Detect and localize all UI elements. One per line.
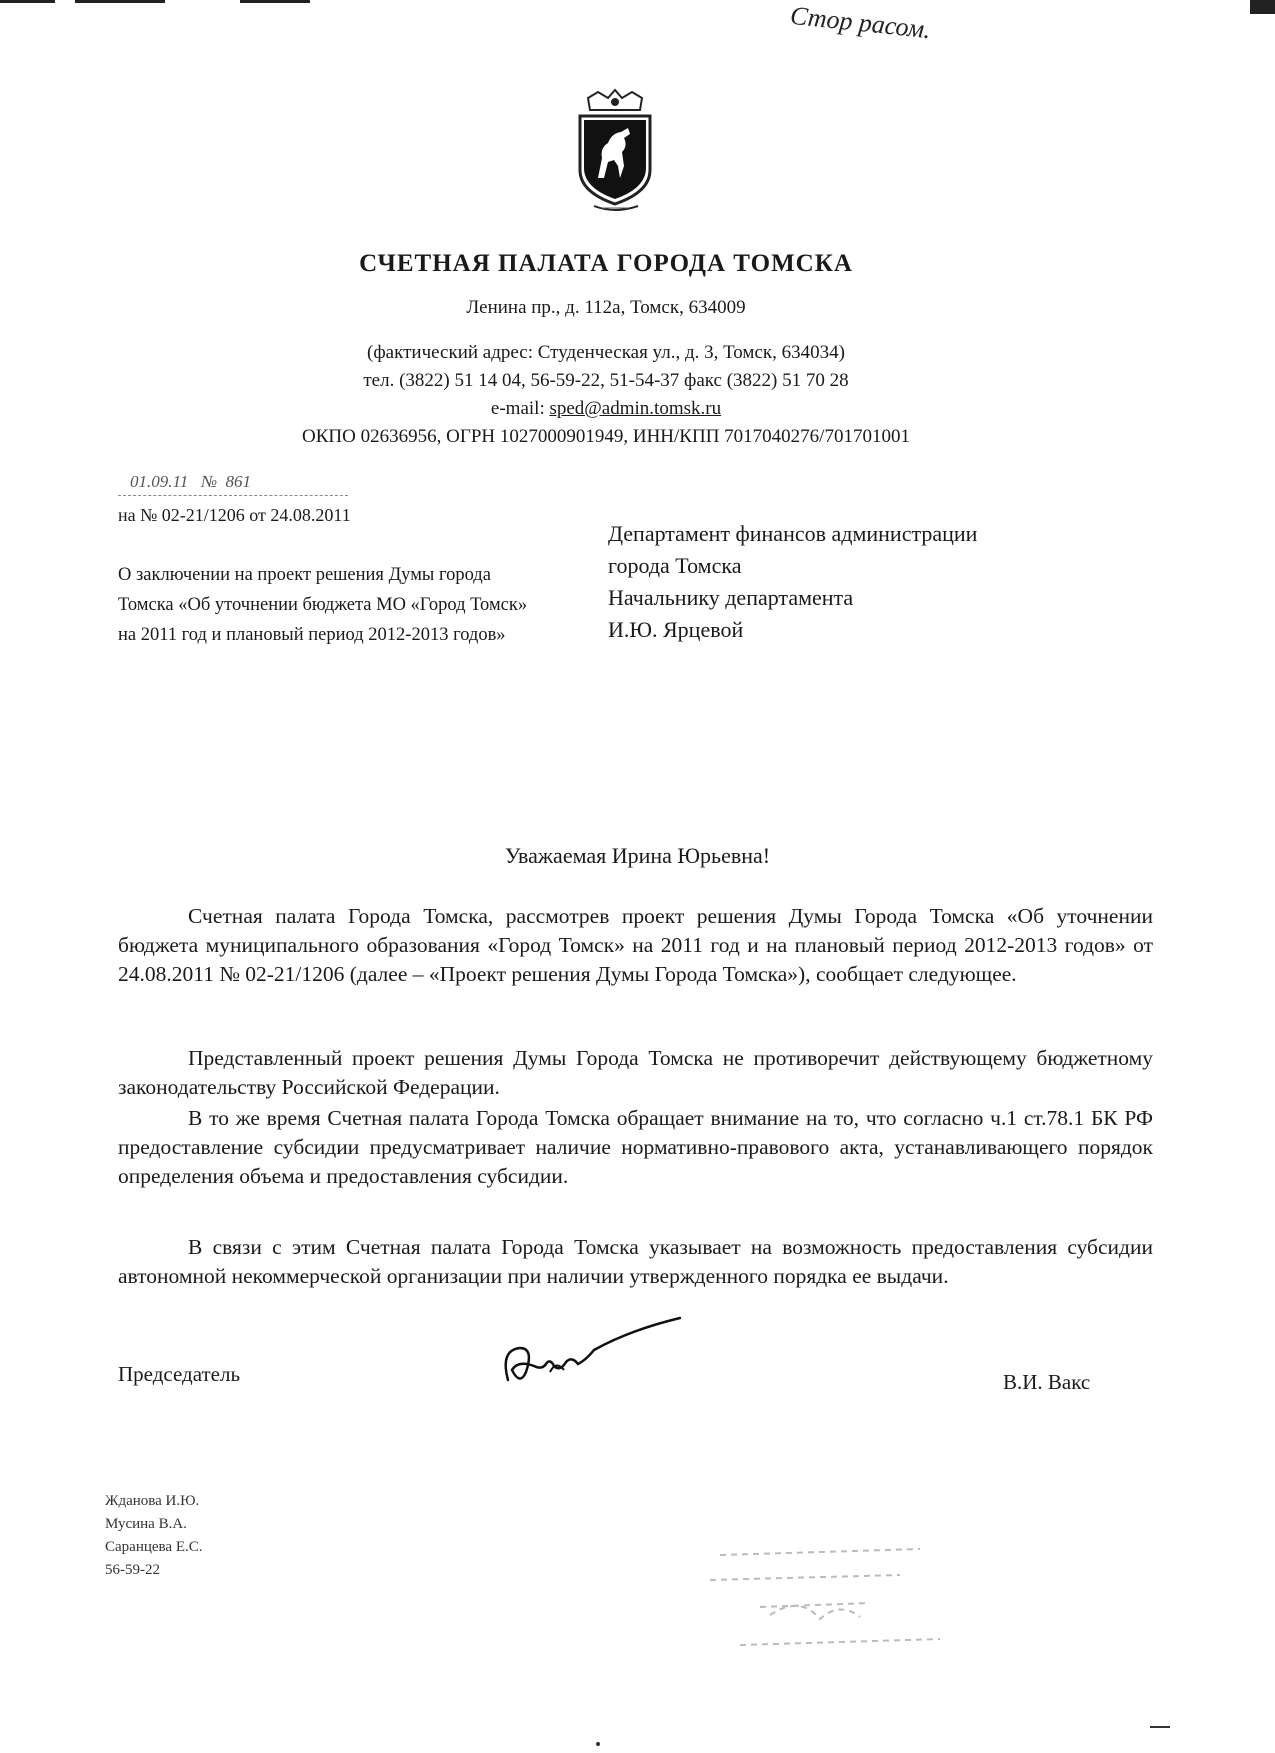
body-paragraph: В связи с этим Счетная палата Города Томска указывает на возможность предоставления субсидии автономной некоммерческой организации при наличии утвержденного порядка ее выдачи. bbox=[118, 1235, 1153, 1288]
body-paragraph: В то же время Счетная палата Города Томска обращает внимание на то, что согласно ч.1 ст.78.1 БК РФ предоставление субсидии предусматривает наличие нормативно-правового акта, устанавливающего порядок определения объема и предоставления субсидии. bbox=[118, 1106, 1153, 1188]
scan-artifact bbox=[75, 0, 165, 3]
scan-artifact bbox=[1150, 1726, 1170, 1728]
outgoing-number-label: № bbox=[201, 472, 218, 491]
faded-stamp bbox=[700, 1535, 960, 1665]
signatory-role: Председатель bbox=[118, 1362, 241, 1386]
executor-name: Саранцева Е.С. bbox=[105, 1539, 203, 1555]
email-line bbox=[0, 398, 1212, 420]
recipient-line: Начальнику департамента bbox=[608, 585, 854, 610]
executors-list bbox=[105, 1490, 203, 1582]
handwritten-note: Стор расом. bbox=[788, 0, 933, 45]
email-link[interactable]: sped@admin.tomsk.ru bbox=[549, 398, 722, 419]
recipient-line: И.Ю. Ярцевой bbox=[608, 617, 744, 642]
body-paragraph: Представленный проект решения Думы Города Томска не противоречит действующему бюджетному законодательству Российской Федерации. bbox=[118, 1046, 1153, 1099]
executor-phone: 56-59-22 bbox=[105, 1562, 160, 1578]
organization-title: СЧЕТНАЯ ПАЛАТА ГОРОДА ТОМСКА bbox=[359, 250, 853, 277]
coat-of-arms-icon bbox=[558, 88, 673, 218]
signatory-name: В.И. Вакс bbox=[1003, 1370, 1091, 1394]
scan-artifact bbox=[596, 1742, 600, 1746]
scan-artifact bbox=[1250, 0, 1275, 14]
phones: тел. (3822) 51 14 04, 56-59-22, 51-54-37 факс (3822) 51 70 28 bbox=[363, 370, 849, 391]
outgoing-number-value: 861 bbox=[225, 472, 252, 491]
letter-subject: О заключении на проект решения Думы города Томска «Об уточнении бюджета МО «Город Томск» на 2011 год и плановый период 2012-2013 годов» bbox=[118, 565, 528, 645]
recipient-line: Департамент финансов администрации bbox=[608, 521, 978, 546]
email-label: e-mail: bbox=[490, 398, 545, 419]
scan-artifact bbox=[240, 0, 310, 3]
outgoing-date: 01.09.11 bbox=[130, 472, 189, 491]
actual-address: (фактический адрес: Студенческая ул., д. 3, Томск, 634034) bbox=[367, 342, 845, 363]
recipient-block bbox=[608, 518, 1128, 646]
salutation: Уважаемая Ирина Юрьевна! bbox=[504, 843, 771, 868]
reference-line: на № 02-21/1206 от 24.08.2011 bbox=[118, 505, 351, 525]
handwritten-signature bbox=[490, 1310, 690, 1400]
executor-name: Жданова И.Ю. bbox=[105, 1493, 200, 1509]
registry-codes: ОКПО 02636956, ОГРН 1027000901949, ИНН/КПП 7017040276/701701001 bbox=[302, 426, 910, 447]
outgoing-underline bbox=[118, 495, 348, 496]
scan-artifact bbox=[0, 0, 55, 3]
legal-address: Ленина пр., д. 112а, Томск, 634009 bbox=[466, 297, 746, 318]
executor-name: Мусина В.А. bbox=[105, 1516, 187, 1532]
recipient-line: города Томска bbox=[608, 553, 742, 578]
body-paragraph: Счетная палата Города Томска, рассмотрев проект решения Думы Города Томска «Об уточнении бюджета муниципального образования «Город Томск» на 2011 год и на плановый период 2012-2013 годов» от 24.08.2011 № 02-21/1206 (далее – «Проект решения Думы Города Томска»), сообщает следующее. bbox=[118, 904, 1153, 986]
outgoing-number bbox=[130, 472, 251, 492]
